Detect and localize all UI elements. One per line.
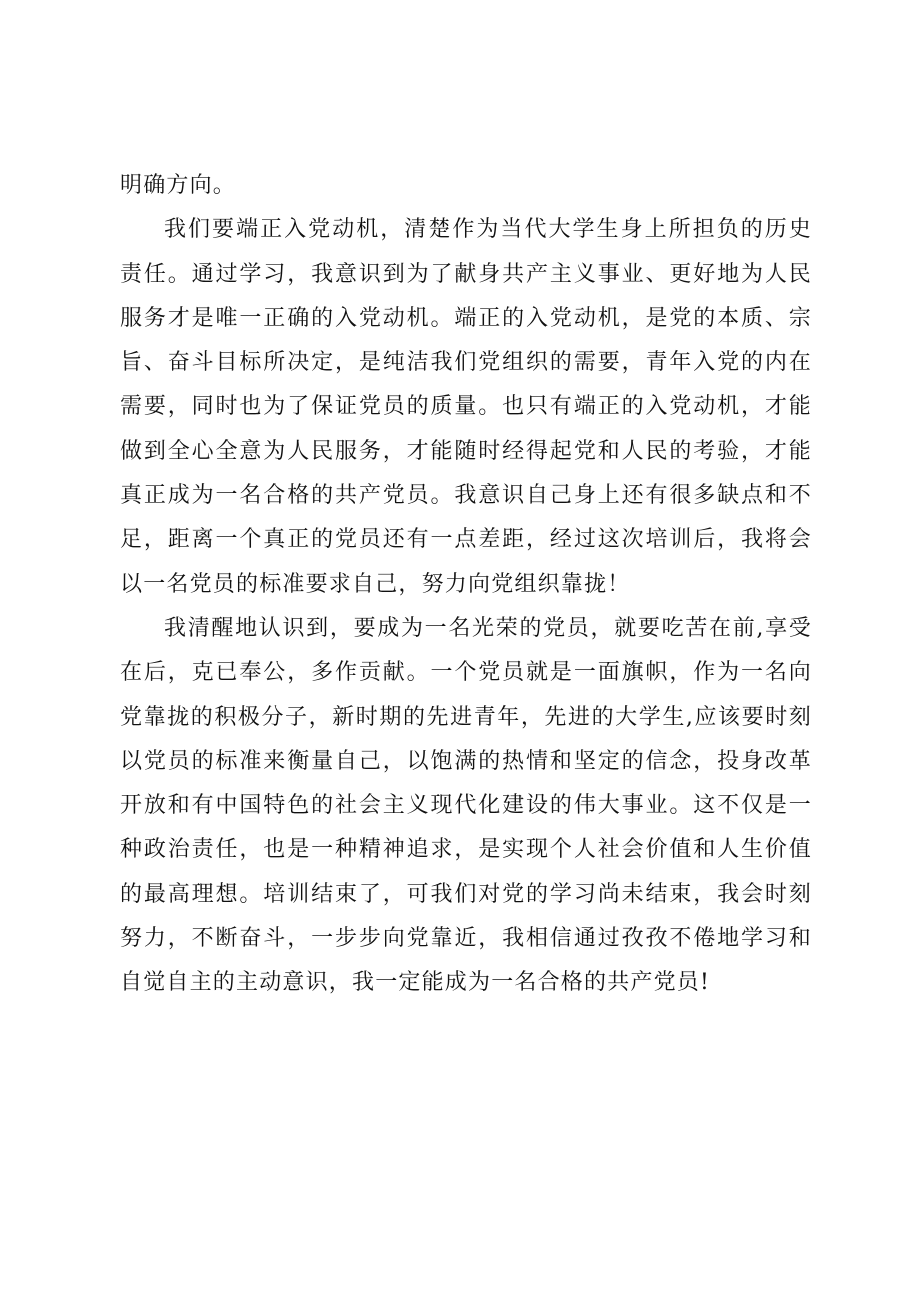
- paragraph-commitment: 我清醒地认识到，要成为一名光荣的党员，就要吃苦在前,享受在后，克已奉公，多作贡献。一个党员就是一面旗帜，作为一名向党靠拢的积极分子，新时期的先进青年，先进的大学生,应该要时刻以党员的标准来衡量自己，以饱满的热情和坚定的信念，投身改革开放和有中国特色的社会主义现代化建设的伟大事业。这不仅是一种政治责任，也是一种精神追求，是实现个人社会价值和人生价值的最高理想。培训结束了，可我们对党的学习尚未结束，我会时刻努力，不断奋斗，一步步向党靠近，我相信通过孜孜不倦地学习和自觉自主的主动意识，我一定能成为一名合格的共产党员!: [120, 615, 812, 996]
- paragraph-continuation: 明确方向。: [120, 173, 237, 198]
- paragraph-motivation: 我们要端正入党动机，清楚作为当代大学生身上所担负的历史责任。通过学习，我意识到为了献身共产主义事业、更好地为人民服务才是唯一正确的入党动机。端正的入党动机，是党的本质、宗旨、奋斗目标所决定，是纯洁我们党组织的需要，青年入党的内在需要，同时也为了保证党员的质量。也只有端正的入党动机，才能做到全心全意为人民服务，才能随时经得起党和人民的考验，才能真正成为一名合格的共产党员。我意识自己身上还有很多缺点和不足，距离一个真正的党员还有一点差距，经过这次培训后，我将会以一名党员的标准要求自己，努力向党组织靠拢！: [120, 217, 812, 597]
- document-body: [120, 164, 812, 1006]
